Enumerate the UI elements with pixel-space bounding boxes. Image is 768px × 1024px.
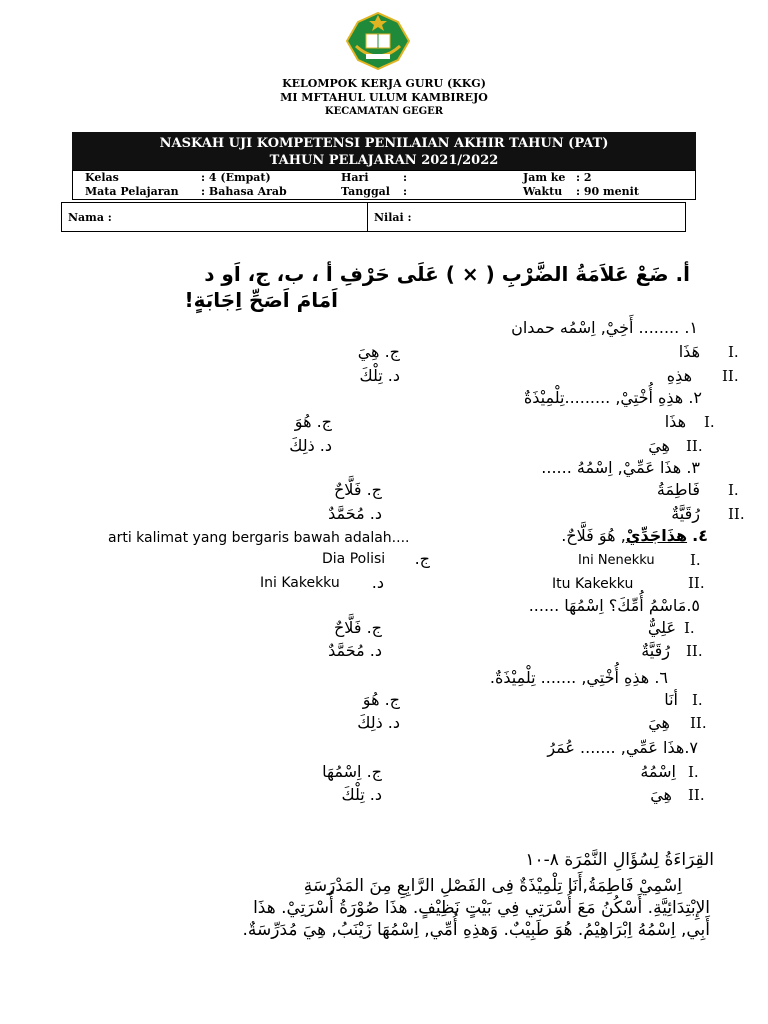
group-name: KELOMPOK KERJA GURU (KKG) bbox=[282, 77, 486, 90]
kemenag-logo-icon bbox=[346, 12, 410, 70]
waktu-value: : 90 menit bbox=[576, 185, 639, 198]
q4-option-c[interactable]: Dia Polisi bbox=[322, 551, 386, 567]
q4-stem-rest: , هُوَ فَلَّاحٌ. bbox=[561, 526, 626, 545]
q2-option-c[interactable]: ج. هُوَ bbox=[294, 412, 332, 431]
q5-option-a[interactable]: عَلِيٌّ bbox=[647, 618, 676, 637]
q3-option-a[interactable]: فَاطِمَةُ bbox=[656, 480, 700, 499]
q1-stem: ١. ........ أَخِيْ, اِسْمُه حمدان bbox=[511, 318, 698, 337]
q4-stem bbox=[561, 526, 708, 546]
q3-option-b-mark: II. bbox=[728, 505, 745, 523]
q5-stem: ٥.مَاسْمُ أُمِّكَ؟ اِسْمُهَا ...... bbox=[528, 596, 700, 615]
kelas-value: : 4 (Empat) bbox=[201, 171, 271, 184]
q5-option-c[interactable]: ج. فَلَّاحٌ bbox=[333, 618, 382, 637]
kelas-label: Kelas bbox=[85, 171, 119, 184]
q2-option-a[interactable]: هذَا bbox=[664, 412, 686, 431]
q2-stem: ٢. هذِهِ أُخْتِيْ, .........تِلْمِيْذَةٌ bbox=[523, 388, 702, 407]
exam-info-box bbox=[72, 170, 696, 200]
q6-option-a[interactable]: أنَا bbox=[664, 690, 678, 709]
q4-option-d-mark: د. bbox=[371, 573, 384, 592]
q4-option-c-mark: ج. bbox=[414, 549, 430, 568]
q1-option-a[interactable]: هَذَا bbox=[678, 342, 700, 361]
q3-option-b[interactable]: رُقَيَّةٌ bbox=[671, 504, 700, 523]
reading-line-2: الإِبْتِدَائِيَّةِ. أَسْكُنُ مَعَ أُسْرَتِي فِي بَيْتٍ نَظِيْفٍ. هذَا صُوْرَةُ أُسْرَتِيْ. هذَا bbox=[253, 898, 710, 918]
q4-underlined-phrase: هذَاجَدِّيْ bbox=[625, 526, 688, 545]
q2-option-a-mark: I. bbox=[704, 413, 715, 431]
q6-option-b-mark: II. bbox=[690, 714, 707, 732]
waktu-label: Waktu bbox=[523, 185, 563, 198]
q7-option-b[interactable]: هِيَ bbox=[650, 785, 672, 804]
q4-option-b[interactable]: Itu Kakekku bbox=[552, 576, 634, 592]
q3-option-d[interactable]: د. مُحَمَّدٌ bbox=[328, 504, 382, 523]
q6-stem: ٦. هذِهِ أُخْتِي, ....... تِلْمِيْذَةٌ. bbox=[489, 668, 668, 687]
jam-label: Jam ke bbox=[523, 171, 566, 184]
tanggal-label: Tanggal bbox=[341, 185, 390, 198]
q7-option-c[interactable]: ج. اِسْمُهَا bbox=[322, 762, 382, 781]
q5-option-b[interactable]: رُقَيَّةٌ bbox=[641, 641, 670, 660]
name-box-divider bbox=[367, 203, 368, 231]
reading-line-1: اِسْمِيْ فَاطِمَةُ,أَنَا تِلْمِيْذَةٌ فِى الفَصْلِ الرَّابِعِ مِنَ المَدْرَسَةِ bbox=[303, 876, 682, 896]
q3-stem: ٣. هذَا عَمِّيْ, اِسْمُهُ ...... bbox=[541, 458, 700, 477]
q7-option-b-mark: II. bbox=[688, 786, 705, 804]
instruction-line-2: اَمَامَ اَصَحِّ اِجَابَةٍ! bbox=[184, 288, 338, 312]
q7-option-a[interactable]: اِسْمُهُ bbox=[640, 762, 676, 781]
nilai-field[interactable]: Nilai : bbox=[374, 211, 412, 224]
q3-option-a-mark: I. bbox=[728, 481, 739, 499]
q6-option-d[interactable]: د. ذلِكَ bbox=[357, 713, 400, 732]
name-score-box bbox=[61, 202, 686, 232]
q1-option-b-mark: II. bbox=[722, 367, 739, 385]
exam-year: TAHUN PELAJARAN 2021/2022 bbox=[269, 153, 499, 168]
q4-latin-prompt: arti kalimat yang bergaris bawah adalah.... bbox=[108, 530, 410, 546]
q1-option-d[interactable]: د. تِلْكَ bbox=[359, 366, 400, 385]
q2-option-b[interactable]: هِيَ bbox=[648, 436, 670, 455]
district-name: KECAMATAN GEGER bbox=[324, 106, 444, 117]
q4-number: ٤. bbox=[692, 526, 708, 545]
exam-title-banner bbox=[72, 132, 696, 170]
q1-option-a-mark: I. bbox=[728, 343, 739, 361]
q1-option-c[interactable]: ج. هِيَ bbox=[357, 342, 400, 361]
q4-option-a-mark: I. bbox=[690, 551, 701, 569]
q6-option-b[interactable]: هِيَ bbox=[648, 713, 670, 732]
q2-option-b-mark: II. bbox=[686, 437, 703, 455]
hari-value: : bbox=[403, 171, 408, 184]
mapel-value: : Bahasa Arab bbox=[201, 185, 287, 198]
reading-title: القِرَاءَةُ لِسُؤَالِ النَّمْرَة ٨-١٠ bbox=[525, 850, 714, 870]
school-name: MI MFTAHUL ULUM KAMBIREJO bbox=[280, 91, 488, 104]
nama-field[interactable]: Nama : bbox=[68, 211, 112, 224]
tanggal-value: : bbox=[403, 185, 408, 198]
q4-option-d[interactable]: Ini Kakekku bbox=[260, 575, 340, 591]
q6-option-a-mark: I. bbox=[692, 691, 703, 709]
q5-option-a-mark: I. bbox=[684, 619, 695, 637]
q5-option-b-mark: II. bbox=[686, 642, 703, 660]
q7-stem: ٧.هذَا عَمِّي, ....... عُمَرُ bbox=[547, 738, 698, 757]
q4-option-b-mark: II. bbox=[688, 574, 705, 592]
q1-option-b[interactable]: هذِهِ bbox=[666, 366, 692, 385]
q7-option-d[interactable]: د. تِلْكَ bbox=[341, 785, 382, 804]
mapel-label: Mata Pelajaran bbox=[85, 185, 179, 198]
instruction-line-1: أ. ضَعْ عَلاَمَةُ الضَّرْبِ ( × ) عَلَى حَرْفِ أ ، ب، ج، اَو د bbox=[204, 262, 690, 286]
exam-title: NASKAH UJI KOMPETENSI PENILAIAN AKHIR TAHUN (PAT) bbox=[159, 136, 609, 151]
q4-option-a[interactable]: Ini Nenekku bbox=[578, 553, 655, 568]
q2-option-d[interactable]: د. ذلِكَ bbox=[289, 436, 332, 455]
jam-value: : 2 bbox=[576, 171, 592, 184]
q3-option-c[interactable]: ج. فَلَّاحٌ bbox=[333, 480, 382, 499]
reading-line-3: أَبِي, اِسْمُهُ اِبْرَاهِيْمُ. هُوَ طَبِيْبٌ. وَهذِهِ أُمِّي, اِسْمُهَا زَيْنَبُ, هِيَ مُدَرِّسَةٌ. bbox=[242, 920, 710, 940]
q6-option-c[interactable]: ج. هُوَ bbox=[362, 690, 400, 709]
q5-option-d[interactable]: د. مُحَمَّدٌ bbox=[328, 641, 382, 660]
hari-label: Hari bbox=[341, 171, 369, 184]
q7-option-a-mark: I. bbox=[688, 763, 699, 781]
